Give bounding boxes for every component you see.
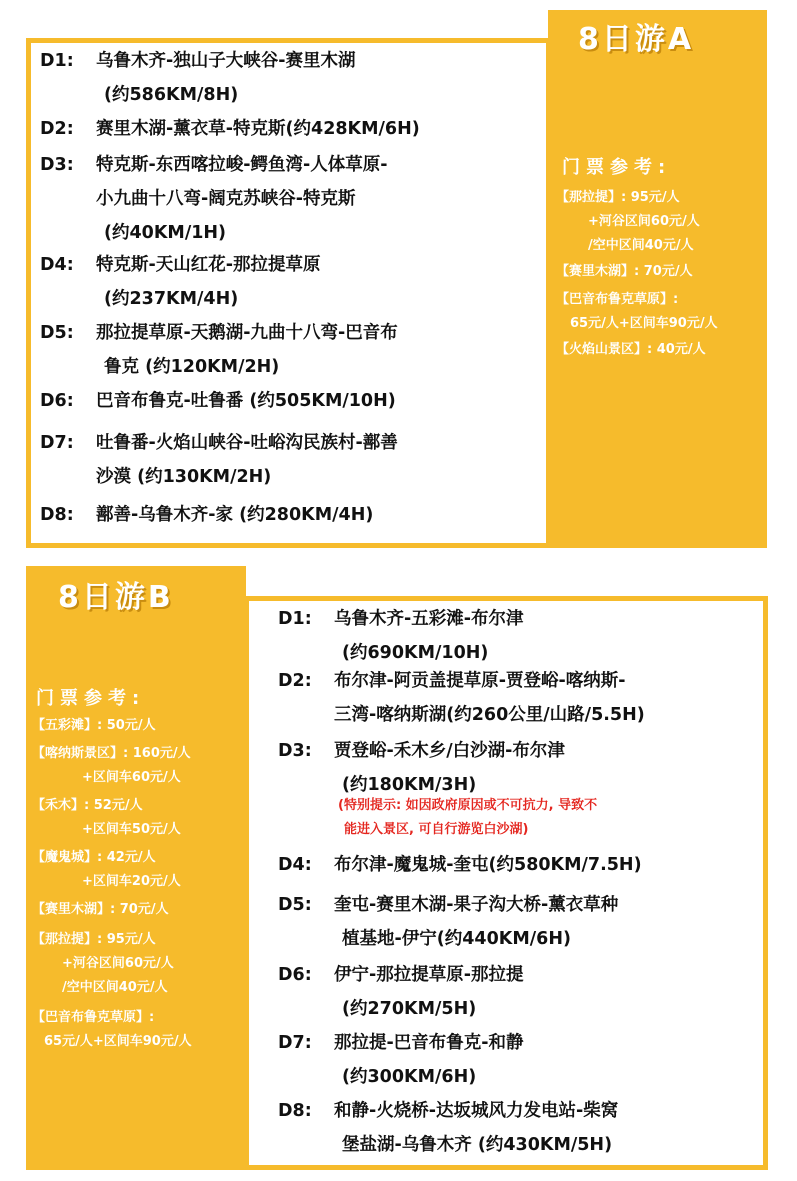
day-route: 奎屯-赛里木湖-果子沟大桥-薰衣草种	[334, 895, 619, 915]
day-number: D4:	[40, 255, 74, 275]
tour-a-day-4	[40, 248, 321, 316]
day-number: D8:	[40, 505, 74, 525]
day-route-line: (约586KM/8H)	[104, 85, 239, 105]
day-route-line: 鲁克 (约120KM/2H)	[104, 357, 280, 377]
ticket-line: 【魔鬼城】: 42元/人	[32, 850, 156, 865]
day-route-line: (约270KM/5H)	[342, 999, 477, 1019]
ticket-line: 【五彩滩】: 50元/人	[32, 718, 156, 733]
ticket-line: +区间车50元/人	[82, 822, 181, 837]
day-route-line: (约690KM/10H)	[342, 643, 489, 663]
day-route-line: 堡盐湖-乌鲁木齐 (约430KM/5H)	[342, 1135, 613, 1155]
day-route: 乌鲁木齐-五彩滩-布尔津	[334, 609, 524, 629]
day-route: 布尔津-魔鬼城-奎屯(约580KM/7.5H)	[334, 855, 642, 875]
ticket-line: +河谷区间60元/人	[588, 214, 700, 229]
tour-a-day-1	[40, 44, 356, 112]
day-number: D1:	[40, 51, 74, 71]
tour-a-day-6	[40, 384, 396, 418]
day-route-line: (约237KM/4H)	[104, 289, 239, 309]
tour-b-day-1	[278, 602, 524, 670]
day-route: 伊宁-那拉提草原-那拉提	[334, 965, 524, 985]
day-route: 鄯善-乌鲁木齐-家 (约280KM/4H)	[96, 505, 374, 525]
day-route: 吐鲁番-火焰山峡谷-吐峪沟民族村-鄯善	[96, 433, 398, 453]
tour-b-day-5	[278, 888, 618, 956]
ticket-line: 【火焰山景区】: 40元/人	[556, 342, 706, 357]
tour-b-day-6	[278, 958, 524, 1026]
day-route-line: 三湾-喀纳斯湖(约260公里/山路/5.5H)	[334, 705, 645, 725]
day-route: 特克斯-东西喀拉峻-鳄鱼湾-人体草原-	[96, 155, 388, 175]
ticket-line: 【那拉提】: 95元/人	[556, 190, 680, 205]
day-route: 巴音布鲁克-吐鲁番 (约505KM/10H)	[96, 391, 396, 411]
tour-a-day-3	[40, 148, 388, 250]
ticket-line: 65元/人+区间车90元/人	[570, 316, 718, 331]
ticket-line: /空中区间40元/人	[588, 238, 694, 253]
day-number: D1:	[278, 609, 312, 629]
notice-line: (特别提示: 如因政府原因或不可抗力, 导致不	[338, 798, 598, 813]
tour-a-tickets-heading: 门票参考:	[562, 157, 672, 178]
day-number: D5:	[40, 323, 74, 343]
day-number: D5:	[278, 895, 312, 915]
tour-a-title: 8日游A	[578, 22, 695, 57]
day-route: 那拉提-巴音布鲁克-和静	[334, 1033, 524, 1053]
tour-a-day-8	[40, 498, 373, 532]
day-route-line: (约180KM/3H)	[342, 775, 477, 795]
tour-a-day-5	[40, 316, 398, 384]
ticket-line: 65元/人+区间车90元/人	[44, 1034, 192, 1049]
tour-b-day-8	[278, 1094, 618, 1162]
tour-b-title: 8日游B	[58, 580, 174, 615]
ticket-line: 【那拉提】: 95元/人	[32, 932, 156, 947]
day-route-line: 植基地-伊宁(约440KM/6H)	[342, 929, 571, 949]
day-number: D6:	[40, 391, 74, 411]
ticket-line: 【禾木】: 52元/人	[32, 798, 143, 813]
special-notice	[338, 794, 597, 842]
day-number: D2:	[40, 119, 74, 139]
ticket-line: 【巴音布鲁克草原】:	[556, 292, 679, 307]
ticket-line: +河谷区间60元/人	[62, 956, 174, 971]
day-route: 那拉提草原-天鹅湖-九曲十八弯-巴音布	[96, 323, 398, 343]
ticket-line: +区间车60元/人	[82, 770, 181, 785]
day-route: 布尔津-阿贡盖提草原-贾登峪-喀纳斯-	[334, 671, 626, 691]
day-number: D7:	[40, 433, 74, 453]
day-route: 乌鲁木齐-独山子大峡谷-赛里木湖	[96, 51, 356, 71]
ticket-line: /空中区间40元/人	[62, 980, 168, 995]
day-number: D3:	[278, 741, 312, 761]
tour-b-day-7	[278, 1026, 524, 1094]
tour-b-day-2	[278, 664, 645, 732]
tour-a-day-7	[40, 426, 398, 494]
day-number: D4:	[278, 855, 312, 875]
ticket-line: 【巴音布鲁克草原】:	[32, 1010, 155, 1025]
day-route: 特克斯-天山红花-那拉提草原	[96, 255, 321, 275]
day-number: D6:	[278, 965, 312, 985]
day-route-line: (约40KM/1H)	[104, 223, 227, 243]
day-number: D7:	[278, 1033, 312, 1053]
tour-a-day-2	[40, 112, 420, 146]
day-route-line: (约300KM/6H)	[342, 1067, 477, 1087]
day-number: D2:	[278, 671, 312, 691]
ticket-line: 【喀纳斯景区】: 160元/人	[32, 746, 191, 761]
tour-b-day-4	[278, 848, 642, 882]
day-number: D8:	[278, 1101, 312, 1121]
day-number: D3:	[40, 155, 74, 175]
day-route-line: 沙漠 (约130KM/2H)	[96, 467, 272, 487]
notice-line: 能进入景区, 可自行游览白沙湖)	[344, 822, 529, 837]
day-route: 贾登峪-禾木乡/白沙湖-布尔津	[334, 741, 565, 761]
day-route: 和静-火烧桥-达坂城风力发电站-柴窝	[334, 1101, 619, 1121]
day-route-line: 小九曲十八弯-阔克苏峡谷-特克斯	[96, 189, 356, 209]
day-route: 赛里木湖-薰衣草-特克斯(约428KM/6H)	[96, 119, 420, 139]
ticket-line: 【赛里木湖】: 70元/人	[556, 264, 693, 279]
ticket-line: +区间车20元/人	[82, 874, 181, 889]
ticket-line: 【赛里木湖】: 70元/人	[32, 902, 169, 917]
tour-b-tickets-heading: 门票参考:	[36, 688, 146, 709]
tour-b-day-3	[278, 734, 565, 802]
